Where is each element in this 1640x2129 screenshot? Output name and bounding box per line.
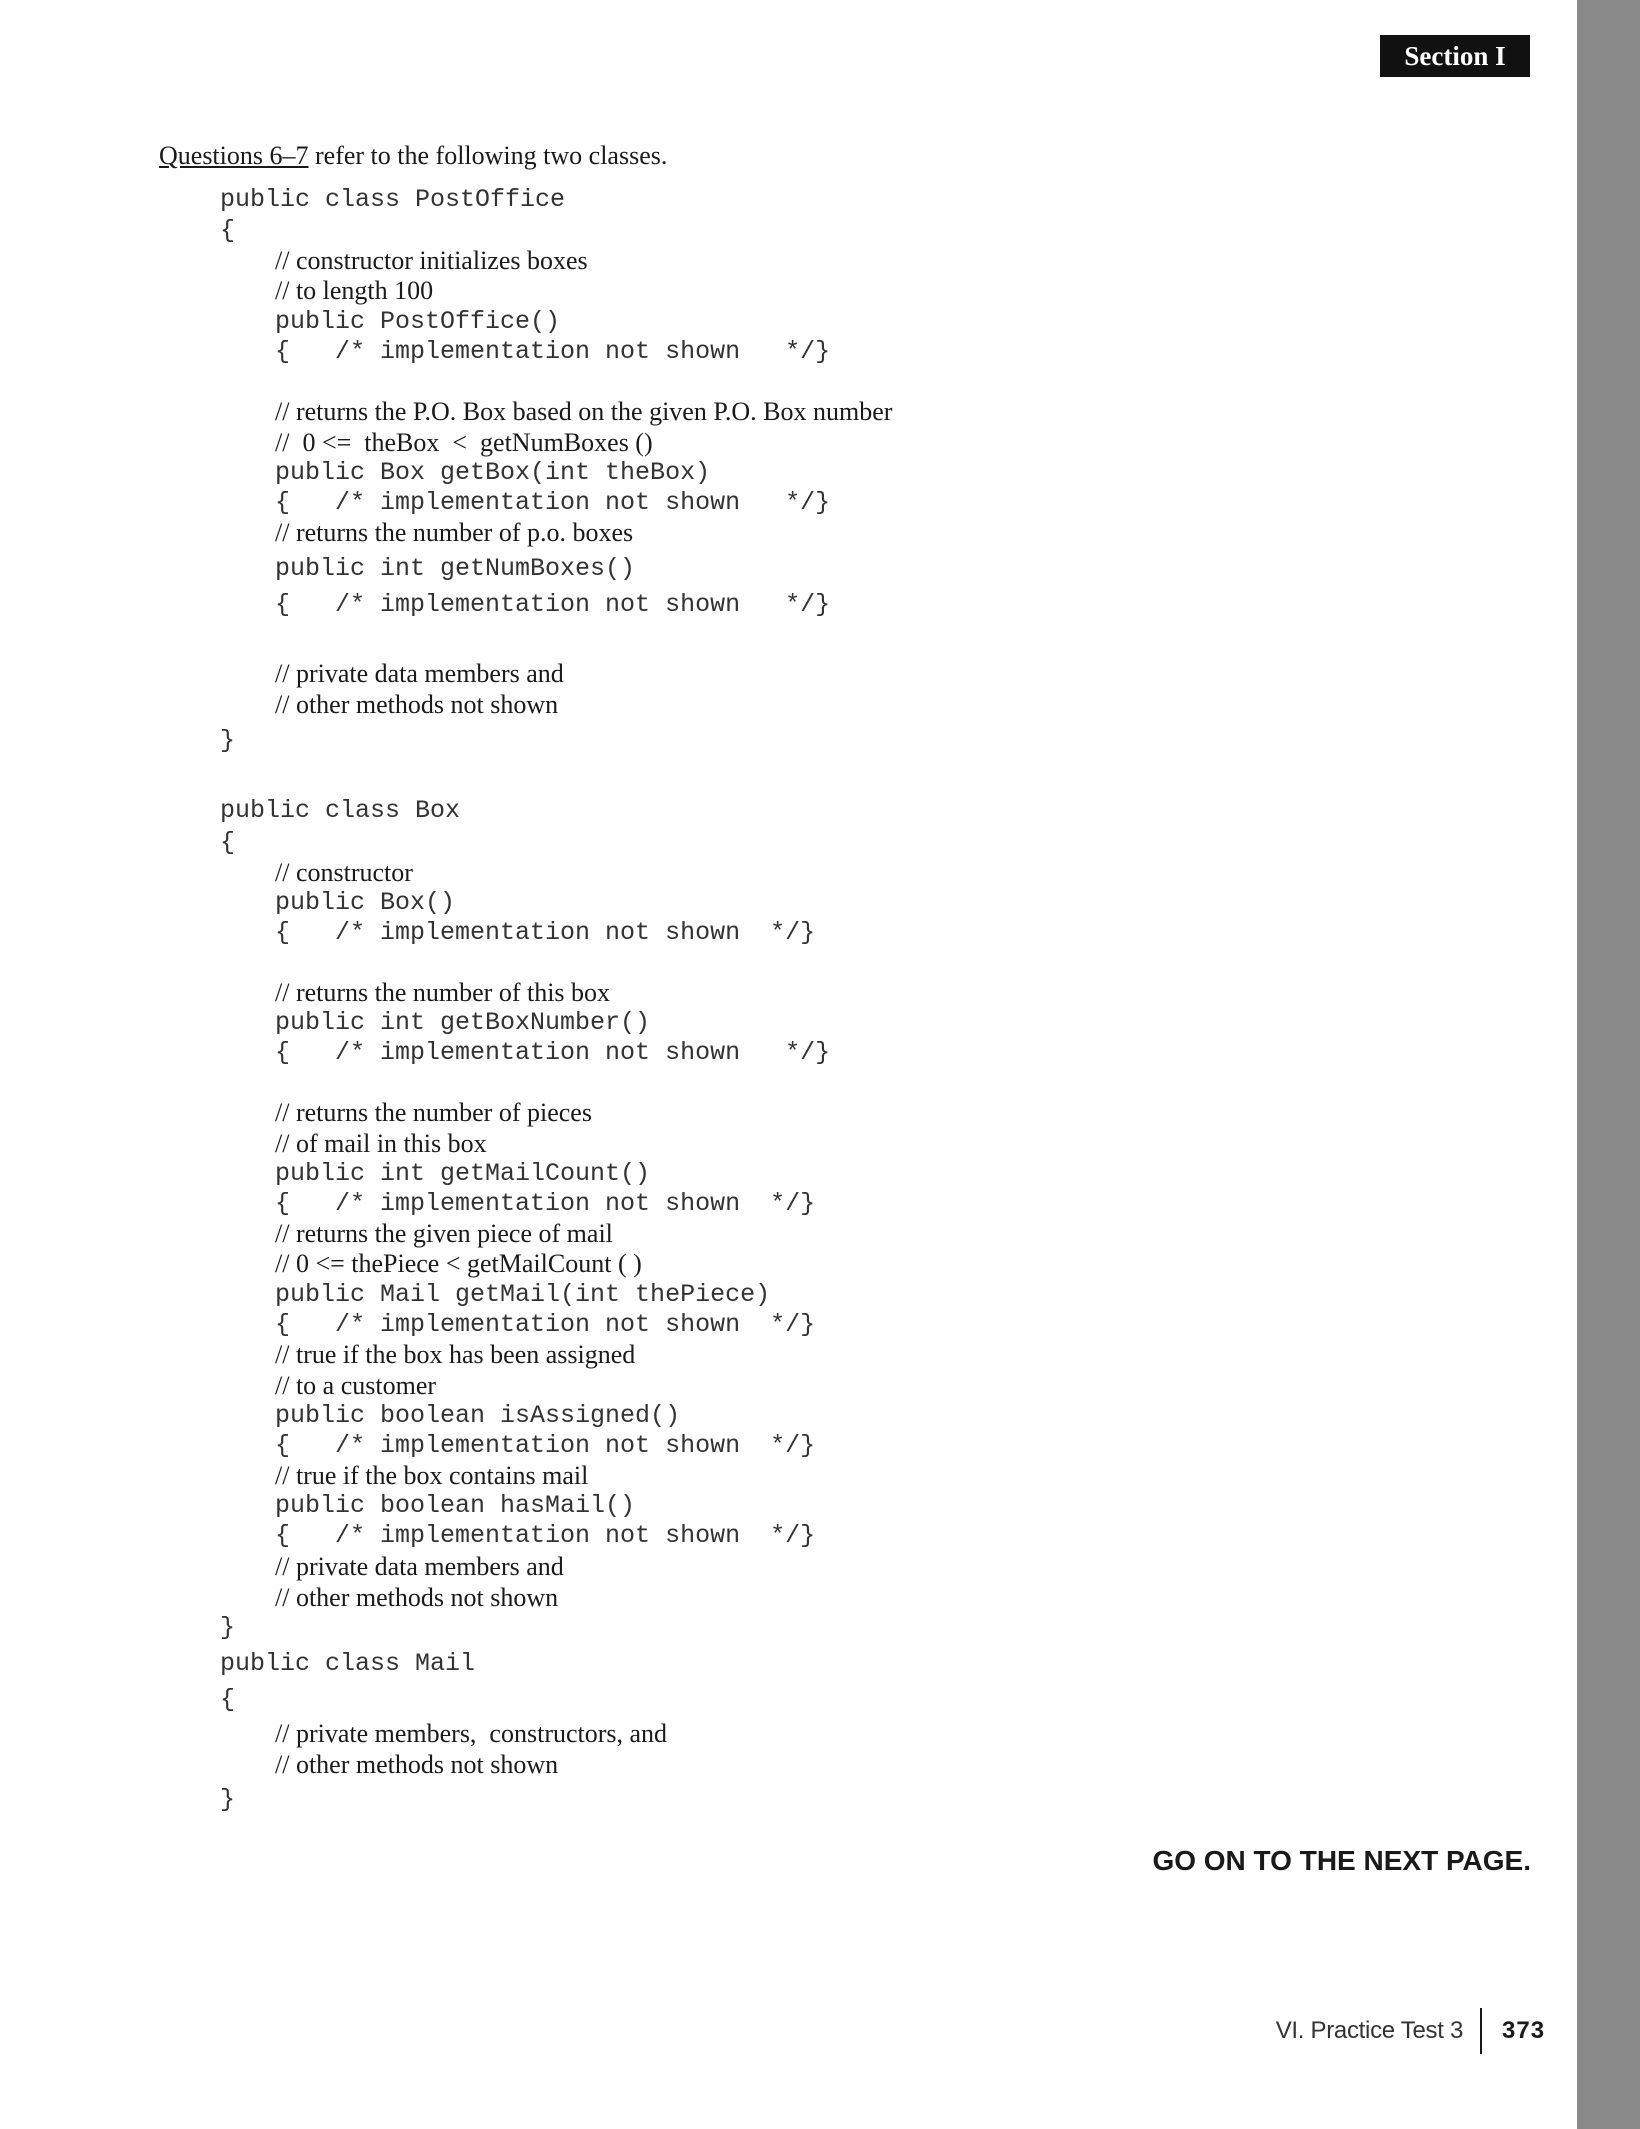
code-line: public class Mail bbox=[220, 1649, 476, 1678]
code-line: public int getMailCount() bbox=[275, 1159, 651, 1188]
code-comment: // returns the number of this box bbox=[275, 978, 611, 1007]
code-line: public boolean hasMail() bbox=[275, 1491, 636, 1520]
code-line: public class Box bbox=[220, 796, 461, 825]
section-tab: Section I bbox=[1380, 35, 1530, 77]
code-comment: // constructor initializes boxes bbox=[275, 246, 588, 275]
code-comment: // true if the box contains mail bbox=[275, 1461, 589, 1490]
code-line: { /* implementation not shown */} bbox=[275, 1310, 816, 1339]
code-comment: // private data members and bbox=[275, 1552, 564, 1581]
code-comment: // other methods not shown bbox=[275, 1583, 559, 1612]
code-line: { /* implementation not shown */} bbox=[275, 337, 831, 366]
question-intro-text: refer to the following two classes. bbox=[308, 141, 668, 170]
code-comment: // returns the given piece of mail bbox=[275, 1219, 613, 1248]
code-comment: // private members, constructors, and bbox=[275, 1719, 668, 1748]
code-comment: // 0 <= theBox < getNumBoxes () bbox=[275, 428, 653, 457]
footer-section-title: VI. Practice Test 3 bbox=[1275, 2017, 1463, 2044]
code-line: public Box() bbox=[275, 888, 456, 917]
page-edge-bar bbox=[1577, 0, 1640, 2129]
footer-divider bbox=[1480, 2008, 1482, 2054]
code-comment: // to a customer bbox=[275, 1371, 437, 1400]
code-comment: // returns the number of pieces bbox=[275, 1098, 592, 1127]
code-line: public Box getBox(int theBox) bbox=[275, 458, 711, 487]
code-comment: // true if the box has been assigned bbox=[275, 1340, 636, 1369]
code-line: { /* implementation not shown */} bbox=[275, 1431, 816, 1460]
question-reference: Questions 6–7 bbox=[159, 141, 309, 170]
code-line: { /* implementation not shown */} bbox=[275, 590, 831, 619]
code-line: { /* implementation not shown */} bbox=[275, 918, 816, 947]
code-line: { /* implementation not shown */} bbox=[275, 488, 831, 517]
code-comment: // constructor bbox=[275, 858, 413, 887]
code-comment: // to length 100 bbox=[275, 276, 434, 305]
code-line: { bbox=[220, 828, 236, 857]
code-comment: // private data members and bbox=[275, 659, 564, 688]
code-line: } bbox=[220, 1613, 236, 1642]
question-intro bbox=[159, 139, 667, 173]
code-line: } bbox=[220, 1785, 236, 1814]
page-number: 373 bbox=[1502, 2017, 1546, 2044]
code-line: public class PostOffice bbox=[220, 185, 566, 214]
code-line: public PostOffice() bbox=[275, 307, 561, 336]
code-line: { bbox=[220, 1685, 236, 1714]
code-comment: // of mail in this box bbox=[275, 1129, 487, 1158]
code-comment: // returns the P.O. Box based on the given P.O. Box number bbox=[275, 397, 893, 426]
code-line: { bbox=[220, 216, 236, 245]
code-line: public boolean isAssigned() bbox=[275, 1401, 681, 1430]
next-page-notice: GO ON TO THE NEXT PAGE. bbox=[1152, 1845, 1531, 1876]
code-line: { /* implementation not shown */} bbox=[275, 1521, 816, 1550]
code-comment: // other methods not shown bbox=[275, 1750, 559, 1779]
code-line: public int getBoxNumber() bbox=[275, 1008, 651, 1037]
code-comment: // other methods not shown bbox=[275, 690, 559, 719]
code-line: { /* implementation not shown */} bbox=[275, 1189, 816, 1218]
code-comment: // 0 <= thePiece < getMailCount ( ) bbox=[275, 1249, 642, 1278]
code-line: } bbox=[220, 726, 236, 755]
code-line: { /* implementation not shown */} bbox=[275, 1038, 831, 1067]
code-comment: // returns the number of p.o. boxes bbox=[275, 518, 634, 547]
code-line: public Mail getMail(int thePiece) bbox=[275, 1280, 771, 1309]
code-line: public int getNumBoxes() bbox=[275, 554, 636, 583]
